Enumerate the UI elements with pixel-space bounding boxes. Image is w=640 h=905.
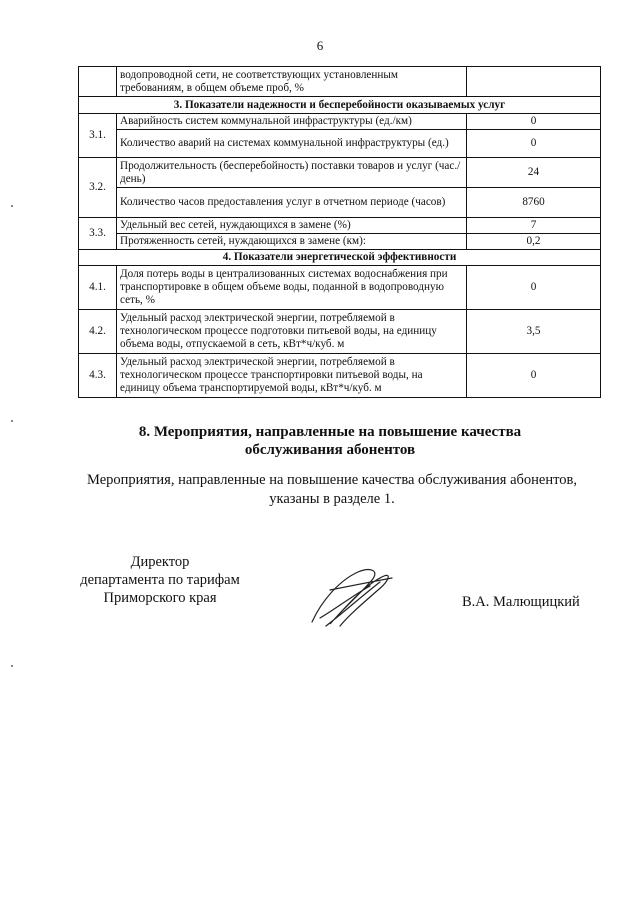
scan-speck	[11, 205, 13, 207]
handwritten-signature	[300, 560, 400, 635]
table-row	[79, 218, 601, 234]
scan-speck	[11, 665, 13, 667]
row-number: 4.1.	[79, 266, 117, 310]
row-text: Удельный расход электрической энергии, потребляемой в технологическом процессе транспортировки питьевой воды, на единицу объема транспортируемой воды, кВт*ч/куб. м	[117, 354, 467, 398]
table-row	[79, 114, 601, 130]
row-value: 0	[467, 114, 601, 130]
row-text: Удельный расход электрической энергии, потребляемой в технологическом процессе подготовки питьевой воды, на единицу объема воды, отпускаемой в сеть, кВт*ч/куб. м	[117, 310, 467, 354]
row-value: 7	[467, 218, 601, 234]
table-row	[79, 188, 601, 218]
row-number: 3.3.	[79, 218, 117, 250]
row-number: 3.2.	[79, 158, 117, 218]
table-row	[79, 354, 601, 398]
section-4-title: 4. Показатели энергетической эффективности	[79, 250, 601, 266]
paragraph-line: Мероприятия, направленные на повышение качества обслуживания абонентов,	[87, 472, 577, 488]
row-text: Количество часов предоставления услуг в отчетном периоде (часов)	[117, 188, 467, 218]
signatory-title	[60, 553, 260, 607]
heading-line: обслуживания абонентов	[244, 442, 416, 458]
row-text: Протяженность сетей, нуждающихся в замене (км):	[117, 234, 467, 250]
section-8-paragraph	[72, 471, 592, 509]
title-line: Приморского края	[103, 590, 217, 607]
row-value: 24	[467, 158, 601, 188]
row-number	[79, 67, 117, 97]
row-value: 8760	[467, 188, 601, 218]
row-number: 4.3.	[79, 354, 117, 398]
section-3-title: 3. Показатели надежности и бесперебойности оказываемых услуг	[79, 97, 601, 114]
row-text: Доля потерь воды в централизованных системах водоснабжения при транспортировке в общем объеме воды, поданной в водопроводную сеть, %	[117, 266, 467, 310]
table-row	[79, 266, 601, 310]
section-row	[79, 250, 601, 266]
row-text: Продолжительность (бесперебойность) поставки товаров и услуг (час./день)	[117, 158, 467, 188]
row-number: 4.2.	[79, 310, 117, 354]
row-value: 0	[467, 266, 601, 310]
title-line: департамента по тарифам	[80, 572, 240, 589]
indicators-table	[78, 66, 601, 398]
scan-speck	[11, 420, 13, 422]
row-text: Аварийность систем коммунальной инфраструктуры (ед./км)	[117, 114, 467, 130]
row-text: Удельный вес сетей, нуждающихся в замене (%)	[117, 218, 467, 234]
row-value: 0	[467, 130, 601, 158]
table-row	[79, 158, 601, 188]
heading-line: 8. Мероприятия, направленные на повышение качества	[138, 424, 522, 440]
section-8-heading	[0, 423, 640, 459]
row-value	[467, 67, 601, 97]
section-row	[79, 97, 601, 114]
table-row	[79, 234, 601, 250]
row-value: 3,5	[467, 310, 601, 354]
page-number: 6	[316, 38, 324, 53]
table-row	[79, 310, 601, 354]
row-text: Количество аварий на системах коммунальной инфраструктуры (ед.)	[117, 130, 467, 158]
table-row	[79, 130, 601, 158]
table-row	[79, 67, 601, 97]
row-text: водопроводной сети, не соответствующих установленным требованиям, в общем объеме проб, %	[117, 67, 467, 97]
title-line: Директор	[130, 554, 190, 570]
row-number: 3.1.	[79, 114, 117, 158]
signatory-name: В.А. Малющицкий	[462, 594, 580, 610]
paragraph-line: указаны в разделе 1.	[269, 490, 395, 507]
row-value: 0,2	[467, 234, 601, 250]
row-value: 0	[467, 354, 601, 398]
